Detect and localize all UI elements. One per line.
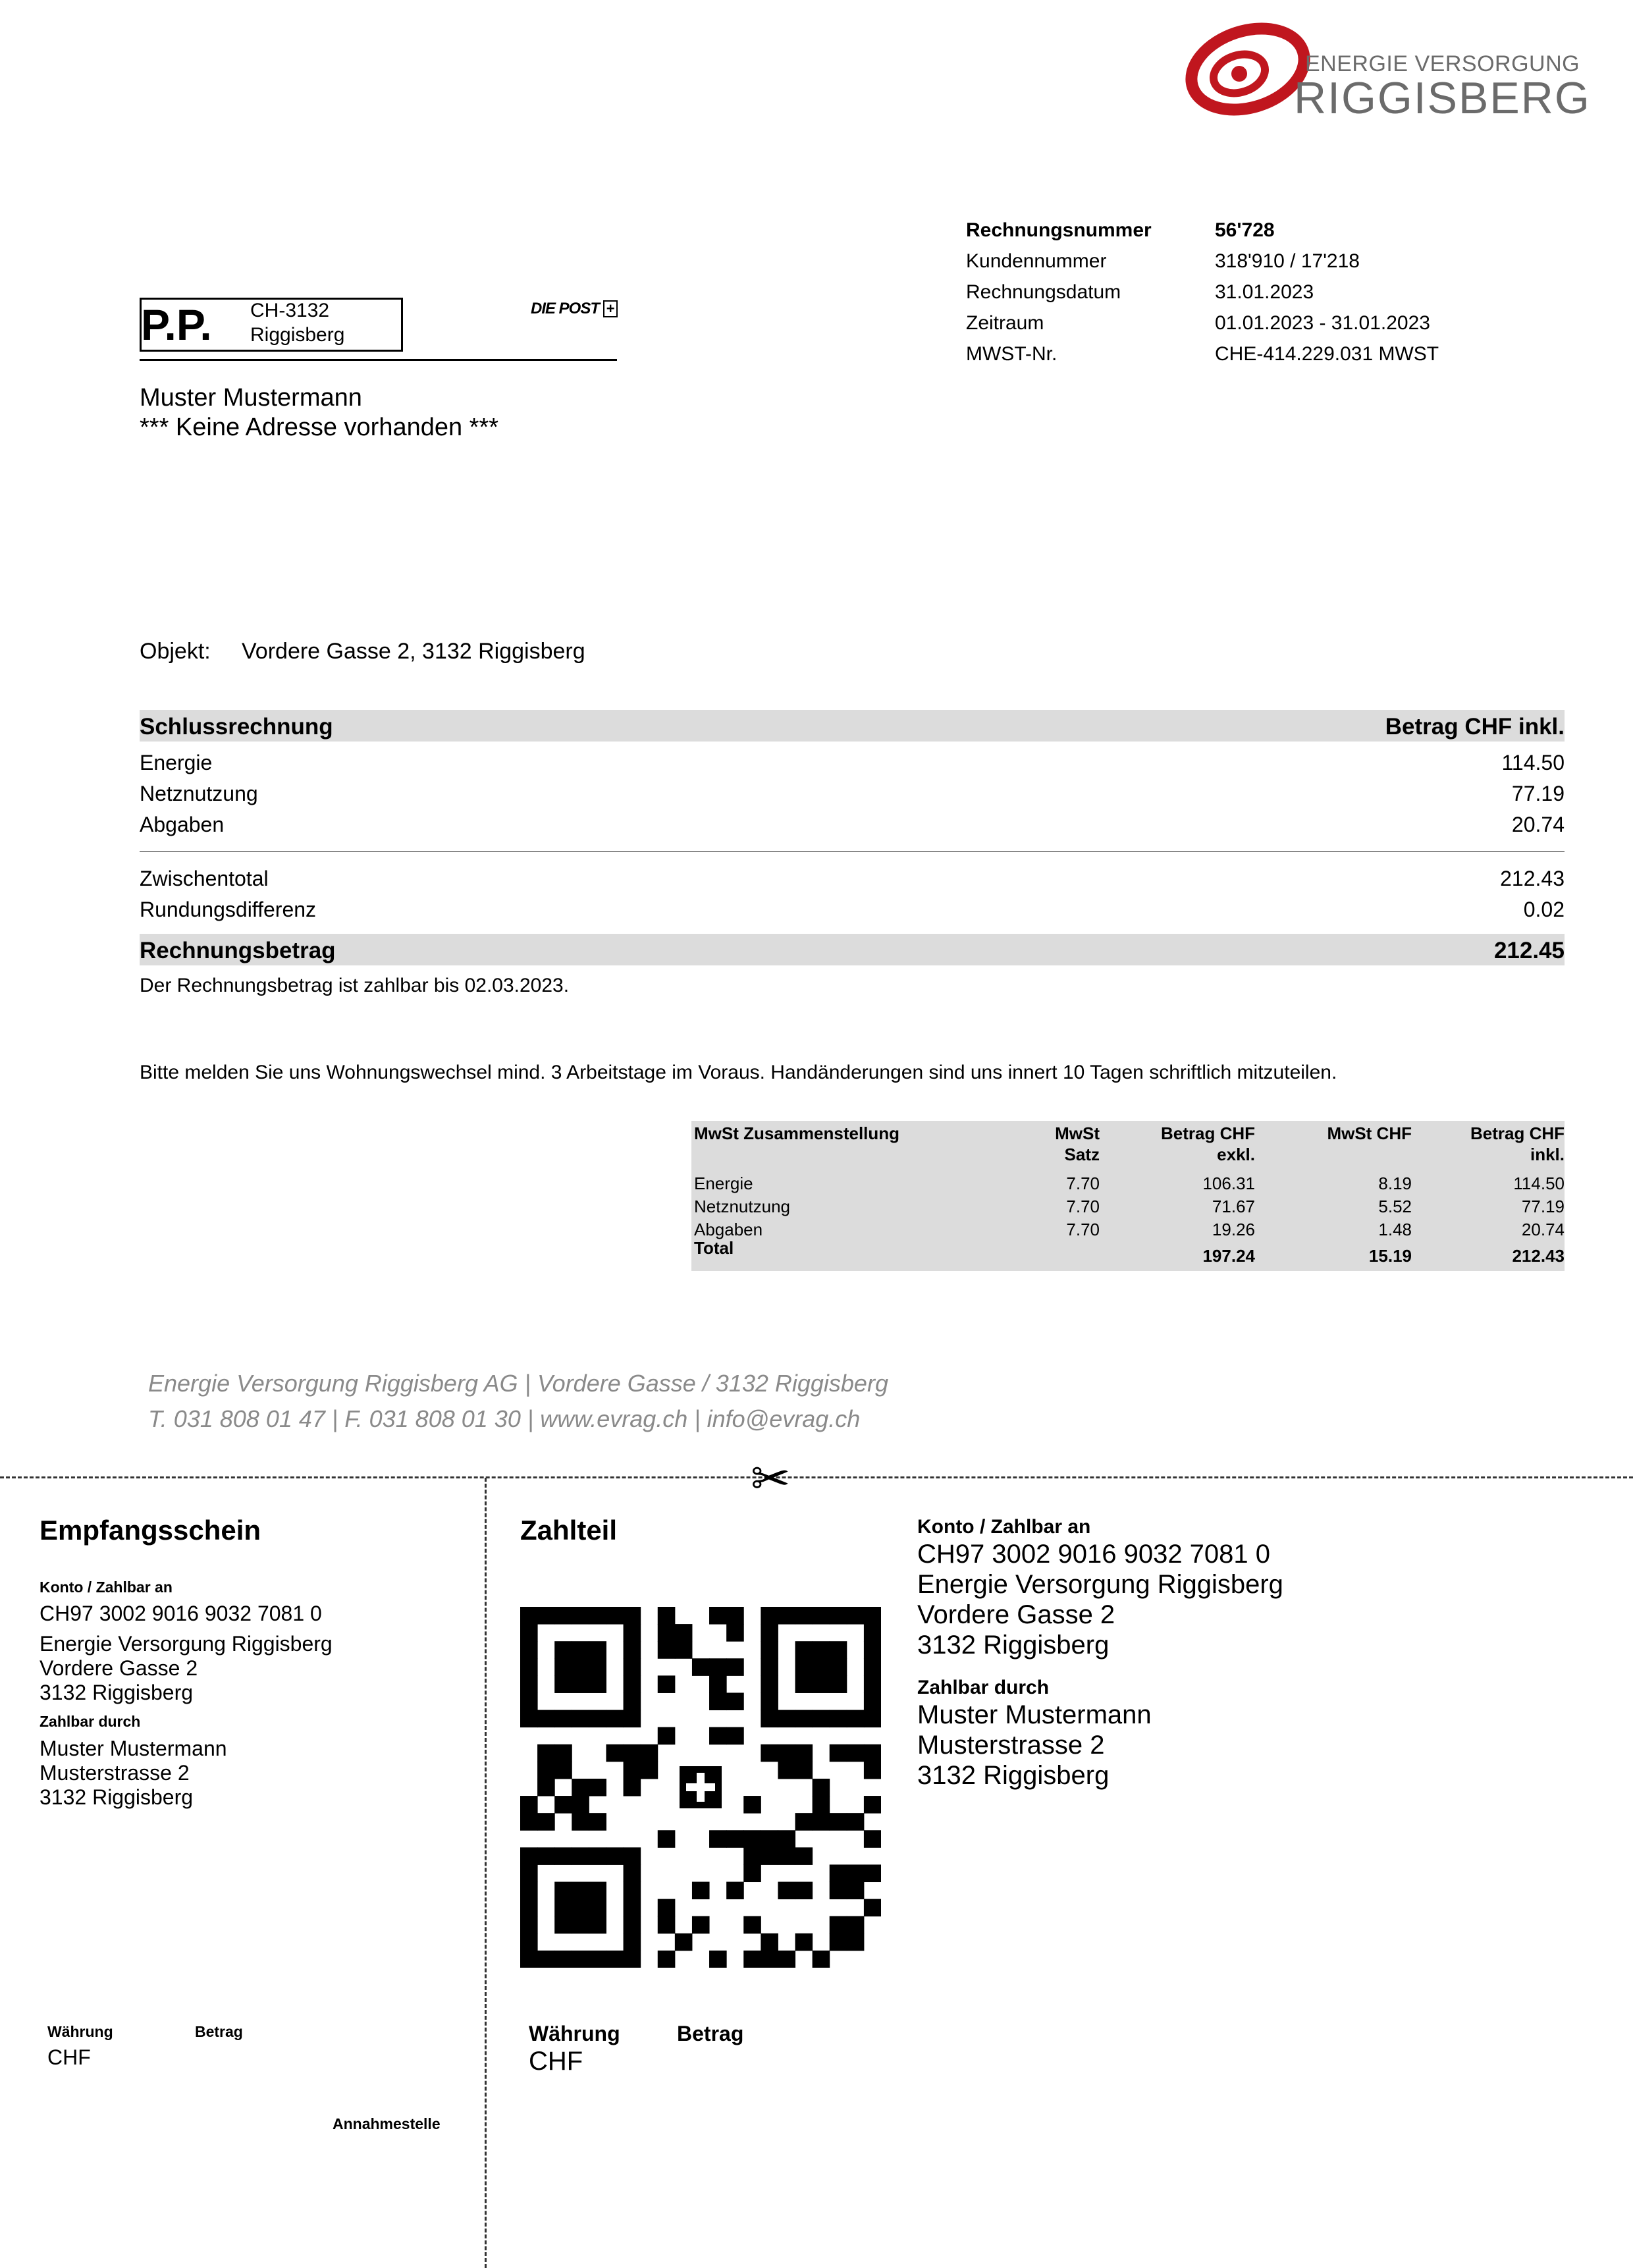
payment-payer-name: Muster Mustermann	[917, 1700, 1152, 1729]
qr-module	[658, 1675, 676, 1693]
qr-module	[709, 1727, 727, 1745]
qr-module	[624, 1951, 641, 1968]
qr-module	[606, 1847, 624, 1865]
vat-rate-header: MwSt	[1055, 1123, 1100, 1143]
cut-line-horizontal	[0, 1476, 1633, 1478]
qr-module	[864, 1641, 881, 1659]
qr-module	[641, 1762, 658, 1779]
qr-module	[554, 1796, 572, 1814]
qr-module	[692, 1658, 710, 1676]
qr-module	[589, 1607, 606, 1625]
qr-module	[778, 1744, 795, 1762]
receipt-payer-street: Musterstrasse 2	[40, 1761, 190, 1785]
qr-module	[641, 1744, 658, 1762]
qr-module	[761, 1710, 778, 1728]
qr-module	[537, 1744, 555, 1762]
qr-module	[606, 1710, 624, 1728]
bill-divider	[140, 851, 1565, 852]
bill-title: Schlussrechnung	[140, 714, 333, 740]
qr-module	[761, 1641, 778, 1659]
recipient-address-note: *** Keine Adresse vorhanden ***	[140, 414, 499, 441]
qr-module	[847, 1813, 865, 1831]
qr-module	[778, 1762, 795, 1779]
qr-module	[795, 1933, 813, 1951]
invoice-date-label: Rechnungsdatum	[966, 281, 1121, 303]
rounding-label: Rundungsdifferenz	[140, 898, 317, 921]
invoice-number: 56'728	[1215, 219, 1275, 241]
postage-divider	[140, 359, 617, 361]
qr-module	[658, 1607, 676, 1625]
qr-module	[520, 1864, 538, 1882]
bill-line-label: Energie	[140, 751, 213, 774]
vat-rate-header-2: Satz	[1064, 1145, 1100, 1164]
qr-module	[864, 1744, 881, 1762]
customer-number-label: Kundennummer	[966, 250, 1107, 272]
scissors-icon: ✂	[751, 1453, 791, 1505]
qr-module	[864, 1762, 881, 1779]
qr-module	[743, 1847, 761, 1865]
logo-line1: ENERGIE VERSORGUNG	[1305, 51, 1580, 76]
qr-module	[864, 1830, 881, 1848]
qr-module	[830, 1607, 847, 1625]
qr-module	[864, 1607, 881, 1625]
vat-incl-header-2: inkl.	[1530, 1145, 1565, 1164]
period-label: Zeitraum	[966, 312, 1044, 334]
receipt-currency: CHF	[47, 2045, 91, 2069]
qr-module	[830, 1710, 847, 1728]
qr-module	[520, 1951, 538, 1968]
payment-iban: CH97 3002 9016 9032 7081 0	[917, 1540, 1271, 1569]
qr-module	[847, 1744, 865, 1762]
qr-module	[761, 1933, 778, 1951]
qr-module	[726, 1882, 744, 1900]
qr-module	[572, 1916, 589, 1934]
receipt-amount-label: Betrag	[195, 2023, 243, 2040]
postage-zip: CH-3132	[250, 300, 330, 321]
qr-module	[778, 1882, 795, 1900]
qr-module	[847, 1916, 865, 1934]
qr-module	[520, 1641, 538, 1659]
qr-module	[830, 1813, 847, 1831]
qr-module	[589, 1675, 606, 1693]
qr-module	[813, 1710, 830, 1728]
qr-module	[572, 1813, 589, 1831]
qr-module	[520, 1692, 538, 1710]
qr-module	[761, 1607, 778, 1625]
qr-module	[795, 1813, 813, 1831]
vat-row-label: Energie	[694, 1174, 753, 1193]
vat-row-rate: 7.70	[1066, 1197, 1100, 1216]
vat-row-incl: 20.74	[1521, 1220, 1565, 1239]
qr-module	[606, 1607, 624, 1625]
qr-module	[795, 1762, 813, 1779]
qr-module	[813, 1641, 830, 1659]
qr-module	[572, 1779, 589, 1796]
qr-module	[624, 1762, 641, 1779]
vat-total-label: Total	[694, 1238, 734, 1258]
qr-module	[658, 1641, 676, 1659]
qr-module	[761, 1951, 778, 1968]
swiss-qr-code	[520, 1607, 881, 1971]
qr-module	[778, 1607, 795, 1625]
qr-module	[606, 1744, 624, 1762]
qr-module	[726, 1692, 744, 1710]
qr-module	[554, 1951, 572, 1968]
vat-amount-header: MwSt CHF	[1327, 1123, 1412, 1143]
invoice-number-label: Rechnungsnummer	[966, 219, 1152, 241]
qr-module	[624, 1744, 641, 1762]
qr-module	[864, 1710, 881, 1728]
qr-module	[554, 1607, 572, 1625]
qr-module	[830, 1933, 847, 1951]
qr-module	[813, 1951, 830, 1968]
qr-module	[520, 1710, 538, 1728]
receipt-creditor-name: Energie Versorgung Riggisberg	[40, 1632, 333, 1656]
qr-module	[726, 1658, 744, 1676]
qr-module	[761, 1744, 778, 1762]
qr-module	[520, 1675, 538, 1693]
qr-module	[572, 1710, 589, 1728]
qr-module	[554, 1762, 572, 1779]
moving-notice: Bitte melden Sie uns Wohnungswechsel mind. 3 Arbeitstage im Voraus. Handänderungen sind uns innert 10 Tagen schriftlich mitzuteilen.	[140, 1062, 1337, 1083]
payment-payer-label: Zahlbar durch	[917, 1677, 1050, 1698]
qr-module	[537, 1813, 555, 1831]
vat-row-vat: 5.52	[1378, 1197, 1412, 1216]
vat-number: CHE-414.229.031 MWST	[1215, 343, 1439, 365]
bill-header-row	[140, 710, 1565, 742]
qr-module	[572, 1607, 589, 1625]
qr-module	[709, 1830, 727, 1848]
vat-number-label: MWST-Nr.	[966, 343, 1057, 365]
qr-module	[572, 1899, 589, 1917]
payment-currency-label: Währung	[529, 2022, 620, 2045]
qr-module	[864, 1899, 881, 1917]
due-text: Der Rechnungsbetrag ist zahlbar bis 02.03.2023.	[140, 975, 570, 996]
qr-module	[572, 1796, 589, 1814]
cut-line-vertical	[485, 1478, 487, 2268]
qr-module	[813, 1658, 830, 1676]
qr-module	[795, 1847, 813, 1865]
qr-module	[624, 1710, 641, 1728]
logo-line2: RIGGISBERG	[1294, 73, 1591, 123]
receipt-payer-name: Muster Mustermann	[40, 1737, 227, 1760]
qr-module	[709, 1692, 727, 1710]
vat-row-excl: 19.26	[1212, 1220, 1255, 1239]
qr-module	[589, 1710, 606, 1728]
payment-currency: CHF	[529, 2047, 583, 2076]
qr-module	[520, 1624, 538, 1642]
qr-module	[572, 1882, 589, 1900]
qr-module	[743, 1916, 761, 1934]
qr-module	[520, 1847, 538, 1865]
qr-module	[778, 1830, 795, 1848]
qr-module	[537, 1779, 555, 1796]
qr-module	[743, 1864, 761, 1882]
qr-module	[726, 1607, 744, 1625]
postage-town: Riggisberg	[250, 324, 345, 346]
receipt-account-label: Konto / Zahlbar an	[40, 1579, 173, 1596]
qr-module	[589, 1658, 606, 1676]
bill-line-amount: 114.50	[1501, 751, 1565, 774]
qr-module	[778, 1951, 795, 1968]
qr-module	[589, 1899, 606, 1917]
qr-module	[743, 1830, 761, 1848]
qr-module	[795, 1658, 813, 1676]
qr-module	[554, 1641, 572, 1659]
invoice-date: 31.01.2023	[1215, 281, 1314, 303]
qr-module	[864, 1864, 881, 1882]
qr-module	[572, 1951, 589, 1968]
vat-row-excl: 71.67	[1212, 1197, 1255, 1216]
receipt-creditor-street: Vordere Gasse 2	[40, 1656, 198, 1680]
qr-module	[709, 1607, 727, 1625]
qr-module	[589, 1916, 606, 1934]
post-logo	[531, 300, 618, 318]
bill-line-amount: 77.19	[1511, 782, 1565, 805]
qr-module	[778, 1710, 795, 1728]
footer-contact: T. 031 808 01 47 | F. 031 808 01 30 | www.evrag.ch | info@evrag.ch	[148, 1405, 861, 1432]
qr-module	[795, 1607, 813, 1625]
payment-account-label: Konto / Zahlbar an	[917, 1516, 1091, 1538]
qr-module	[830, 1882, 847, 1900]
receipt-currency-label: Währung	[47, 2023, 113, 2040]
qr-module	[813, 1675, 830, 1693]
qr-module	[847, 1864, 865, 1882]
qr-module	[554, 1675, 572, 1693]
qr-module	[554, 1882, 572, 1900]
qr-module	[572, 1675, 589, 1693]
qr-module	[589, 1641, 606, 1659]
qr-module	[795, 1641, 813, 1659]
vat-row-rate: 7.70	[1066, 1174, 1100, 1193]
company-logo	[1179, 13, 1310, 125]
qr-module	[554, 1744, 572, 1762]
qr-module	[624, 1882, 641, 1900]
vat-title: MwSt Zusammenstellung	[694, 1123, 900, 1143]
qr-module	[537, 1762, 555, 1779]
qr-module	[572, 1641, 589, 1659]
object-label: Objekt:	[140, 639, 211, 664]
qr-module	[864, 1692, 881, 1710]
receipt-title: Empfangsschein	[40, 1515, 261, 1546]
qr-module	[624, 1658, 641, 1676]
qr-module	[726, 1727, 744, 1745]
qr-module	[795, 1710, 813, 1728]
qr-module	[589, 1847, 606, 1865]
swiss-cross-bar	[686, 1783, 715, 1791]
payment-creditor-name: Energie Versorgung Riggisberg	[917, 1570, 1283, 1599]
qr-module	[778, 1847, 795, 1865]
qr-module	[830, 1641, 847, 1659]
qr-module	[624, 1624, 641, 1642]
qr-module	[761, 1675, 778, 1693]
bill-amount-header: Betrag CHF inkl.	[1385, 714, 1565, 740]
qr-module	[830, 1675, 847, 1693]
qr-module	[709, 1658, 727, 1676]
recipient-name: Muster Mustermann	[140, 384, 362, 412]
vat-row-incl: 114.50	[1513, 1174, 1565, 1193]
receipt-acceptance-label: Annahmestelle	[333, 2115, 441, 2132]
qr-module	[658, 1624, 676, 1642]
subtotal-label: Zwischentotal	[140, 867, 269, 890]
object-value: Vordere Gasse 2, 3132 Riggisberg	[242, 639, 585, 664]
qr-module	[537, 1710, 555, 1728]
qr-module	[554, 1658, 572, 1676]
qr-module	[726, 1830, 744, 1848]
payment-payer-street: Musterstrasse 2	[917, 1731, 1105, 1760]
total-label: Rechnungsbetrag	[140, 938, 336, 963]
qr-module	[847, 1607, 865, 1625]
bill-line-label: Netznutzung	[140, 782, 258, 805]
qr-module	[554, 1710, 572, 1728]
qr-module	[658, 1727, 676, 1745]
qr-module	[795, 1744, 813, 1762]
qr-module	[624, 1899, 641, 1917]
qr-module	[813, 1779, 830, 1796]
qr-module	[589, 1951, 606, 1968]
qr-module	[847, 1933, 865, 1951]
qr-module	[761, 1847, 778, 1865]
qr-module	[658, 1951, 676, 1968]
qr-module	[761, 1830, 778, 1848]
vat-row-incl: 77.19	[1521, 1197, 1565, 1216]
bill-line-amount: 20.74	[1511, 813, 1565, 836]
qr-module	[624, 1933, 641, 1951]
receipt-payer-city: 3132 Riggisberg	[40, 1785, 194, 1809]
post-brand: DIE POST	[531, 300, 600, 317]
receipt-creditor-city: 3132 Riggisberg	[40, 1681, 194, 1704]
qr-module	[864, 1796, 881, 1814]
qr-module	[761, 1624, 778, 1642]
qr-module	[726, 1624, 744, 1642]
vat-row-label: Abgaben	[694, 1220, 763, 1239]
vat-row-vat: 1.48	[1378, 1220, 1412, 1239]
qr-module	[572, 1658, 589, 1676]
qr-module	[589, 1779, 606, 1796]
qr-module	[847, 1710, 865, 1728]
qr-module	[624, 1607, 641, 1625]
qr-module	[813, 1796, 830, 1814]
qr-module	[743, 1951, 761, 1968]
qr-module	[830, 1864, 847, 1882]
qr-module	[692, 1916, 710, 1934]
qr-module	[520, 1916, 538, 1934]
qr-module	[830, 1744, 847, 1762]
qr-module	[709, 1951, 727, 1968]
period: 01.01.2023 - 31.01.2023	[1215, 312, 1430, 334]
receipt-payer-label: Zahlbar durch	[40, 1713, 141, 1730]
receipt-iban: CH97 3002 9016 9032 7081 0	[40, 1602, 322, 1625]
subtotal-amount: 212.43	[1500, 867, 1565, 890]
payment-title: Zahlteil	[520, 1515, 618, 1546]
payment-creditor-street: Vordere Gasse 2	[917, 1600, 1115, 1629]
qr-module	[520, 1607, 538, 1625]
qr-module	[606, 1951, 624, 1968]
vat-row-label: Netznutzung	[694, 1197, 790, 1216]
payment-amount-label: Betrag	[677, 2022, 744, 2045]
pp-mark: P.P.	[141, 300, 212, 349]
customer-number: 318'910 / 17'218	[1215, 250, 1360, 272]
qr-module	[624, 1692, 641, 1710]
vat-total-incl: 212.43	[1512, 1246, 1565, 1266]
qr-module	[624, 1675, 641, 1693]
qr-module	[554, 1899, 572, 1917]
qr-module	[795, 1882, 813, 1900]
qr-module	[864, 1624, 881, 1642]
qr-code-icon	[520, 1607, 881, 1968]
vat-row-excl: 106.31	[1202, 1174, 1255, 1193]
qr-module	[537, 1847, 555, 1865]
vat-row-rate: 7.70	[1066, 1220, 1100, 1239]
payment-creditor-city: 3132 Riggisberg	[917, 1631, 1110, 1660]
qr-module	[589, 1882, 606, 1900]
qr-module	[795, 1675, 813, 1693]
qr-module	[624, 1847, 641, 1865]
vat-row-vat: 8.19	[1378, 1174, 1412, 1193]
qr-module	[520, 1899, 538, 1917]
qr-module	[761, 1658, 778, 1676]
qr-module	[520, 1796, 538, 1814]
bill-line-label: Abgaben	[140, 813, 225, 836]
qr-module	[830, 1658, 847, 1676]
qr-module	[743, 1796, 761, 1814]
qr-module	[864, 1658, 881, 1676]
qr-module	[864, 1675, 881, 1693]
qr-module	[658, 1899, 676, 1917]
qr-module	[813, 1813, 830, 1831]
qr-module	[675, 1641, 693, 1659]
qr-module	[537, 1951, 555, 1968]
footer-address: Energie Versorgung Riggisberg AG | Vordere Gasse / 3132 Riggisberg	[148, 1370, 888, 1397]
qr-module	[520, 1813, 538, 1831]
swiss-cross-icon: +	[603, 300, 618, 317]
qr-module	[589, 1813, 606, 1831]
qr-module	[830, 1916, 847, 1934]
qr-module	[847, 1882, 865, 1900]
qr-module	[624, 1916, 641, 1934]
total-amount: 212.45	[1493, 938, 1565, 963]
rounding-amount: 0.02	[1523, 898, 1565, 921]
logo-swoosh-icon	[1179, 13, 1310, 125]
qr-module	[675, 1933, 693, 1951]
vat-total-excl: 197.24	[1202, 1246, 1255, 1266]
qr-module	[709, 1675, 727, 1693]
vat-total-vat: 15.19	[1368, 1246, 1412, 1266]
qr-module	[520, 1933, 538, 1951]
qr-module	[554, 1847, 572, 1865]
total-row	[140, 934, 1565, 965]
vat-incl-header: Betrag CHF	[1470, 1123, 1565, 1143]
qr-module	[813, 1607, 830, 1625]
qr-module	[692, 1882, 710, 1900]
qr-module	[554, 1916, 572, 1934]
qr-module	[572, 1847, 589, 1865]
qr-module	[520, 1658, 538, 1676]
qr-module	[761, 1692, 778, 1710]
payment-payer-city: 3132 Riggisberg	[917, 1761, 1110, 1790]
qr-module	[658, 1830, 676, 1848]
qr-module	[658, 1916, 676, 1934]
qr-module	[624, 1641, 641, 1659]
vat-excl-header-2: exkl.	[1217, 1145, 1255, 1164]
qr-module	[624, 1779, 641, 1796]
vat-excl-header: Betrag CHF	[1160, 1123, 1255, 1143]
qr-module	[537, 1607, 555, 1625]
qr-module	[675, 1624, 693, 1642]
qr-module	[624, 1864, 641, 1882]
qr-module	[520, 1882, 538, 1900]
